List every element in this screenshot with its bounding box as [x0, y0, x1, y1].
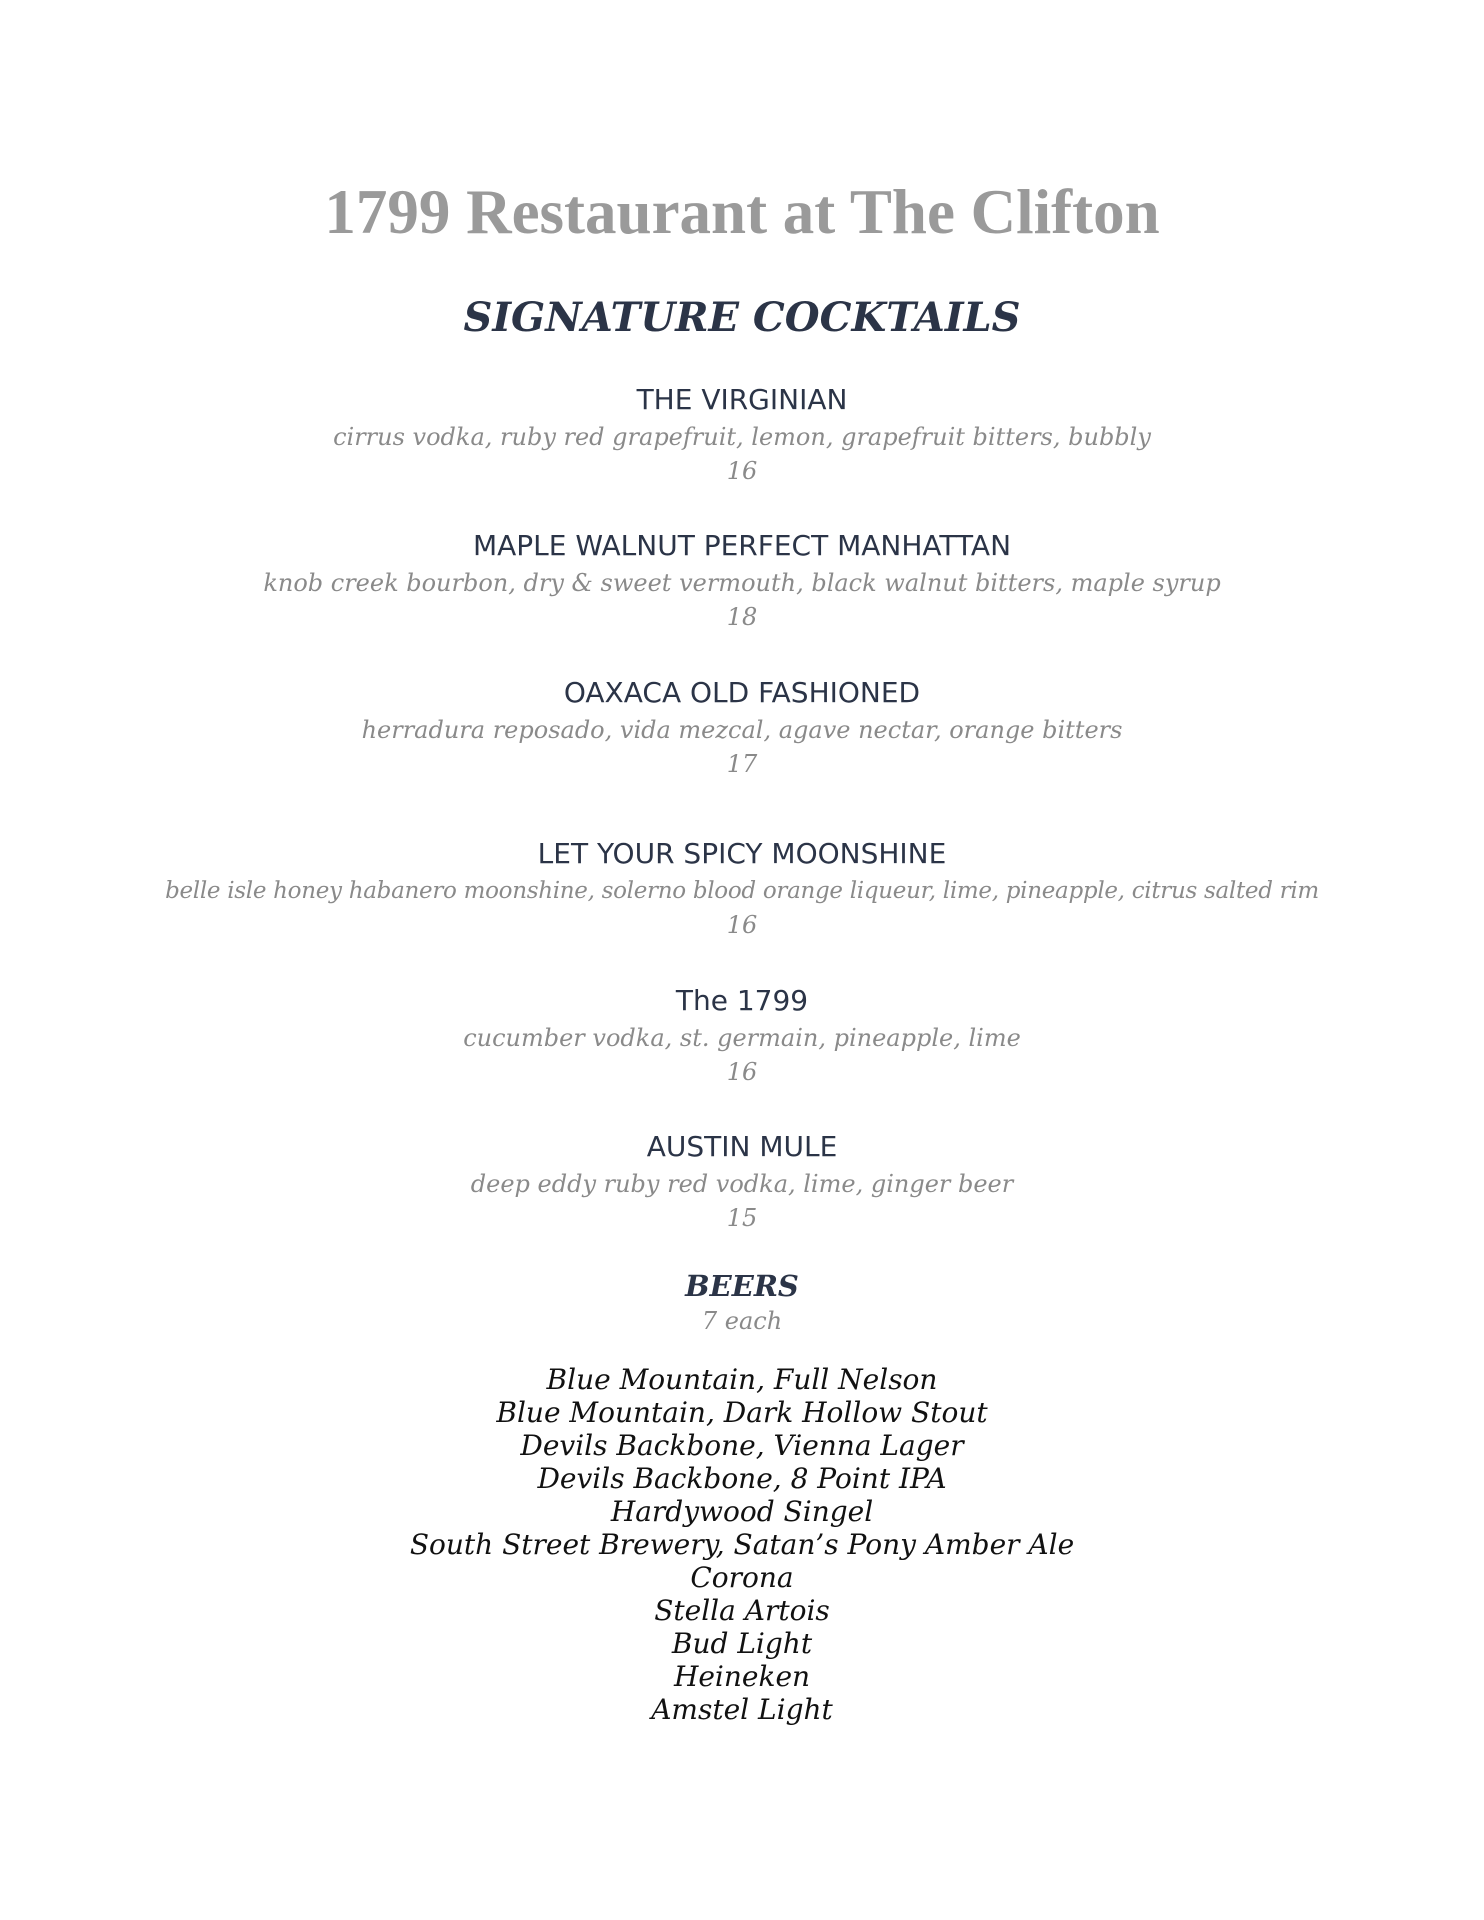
beer-item: Amstel Light: [651, 1693, 833, 1726]
beers-price-note: 7 each: [701, 1307, 783, 1335]
cocktail-item: [0, 1129, 1484, 1235]
cocktail-item: [0, 675, 1484, 781]
cocktail-description: herradura reposado, vida mezcal, agave nectar, orange bitters: [361, 716, 1123, 744]
cocktail-name: AUSTIN MULE: [646, 1130, 838, 1163]
beer-list: [0, 1363, 1484, 1726]
cocktail-description: deep eddy ruby red vodka, lime, ginger beer: [470, 1170, 1014, 1198]
beer-item: Devils Backbone, 8 Point IPA: [537, 1462, 947, 1495]
restaurant-title: 1799 Restaurant at The Clifton: [324, 177, 1160, 247]
cocktail-price: 16: [726, 911, 758, 939]
cocktail-item: [0, 836, 1484, 942]
cocktail-price: 16: [726, 457, 758, 485]
cocktail-name: THE VIRGINIAN: [636, 383, 848, 416]
beer-item: Hardywood Singel: [610, 1495, 874, 1528]
beer-item: South Street Brewery, Satan’s Pony Amber Ale: [409, 1528, 1075, 1561]
cocktail-name: The 1799: [675, 984, 809, 1017]
cocktail-price: 15: [726, 1204, 758, 1232]
cocktail-price: 16: [726, 1058, 758, 1086]
signature-cocktails-heading: SIGNATURE COCKTAILS: [463, 294, 1021, 341]
cocktail-description: knob creek bourbon, dry & sweet vermouth, black walnut bitters, maple syrup: [263, 569, 1221, 597]
cocktail-item: [0, 382, 1484, 488]
cocktail-item: [0, 983, 1484, 1089]
cocktail-price: 18: [726, 603, 758, 631]
beer-item: Corona: [690, 1561, 794, 1594]
beers-heading: BEERS: [685, 1269, 799, 1303]
beer-item: Stella Artois: [654, 1594, 830, 1627]
beer-item: Blue Mountain, Full Nelson: [546, 1363, 938, 1396]
beer-item: Blue Mountain, Dark Hollow Stout: [496, 1396, 988, 1429]
cocktail-price: 17: [726, 750, 758, 778]
cocktail-item: [0, 528, 1484, 634]
cocktail-description: cucumber vodka, st. germain, pineapple, lime: [463, 1024, 1021, 1052]
cocktail-name: LET YOUR SPICY MOONSHINE: [537, 837, 947, 870]
cocktail-name: MAPLE WALNUT PERFECT MANHATTAN: [472, 529, 1012, 562]
cocktail-description: belle isle honey habanero moonshine, solerno blood orange liqueur, lime, pineapple, citrus salted rim: [165, 878, 1319, 904]
beer-item: Bud Light: [671, 1627, 813, 1660]
cocktail-name: OAXACA OLD FASHIONED: [563, 676, 921, 709]
beer-item: Heineken: [673, 1660, 811, 1693]
beer-item: Devils Backbone, Vienna Lager: [520, 1429, 964, 1462]
cocktail-description: cirrus vodka, ruby red grapefruit, lemon, grapefruit bitters, bubbly: [333, 423, 1151, 451]
